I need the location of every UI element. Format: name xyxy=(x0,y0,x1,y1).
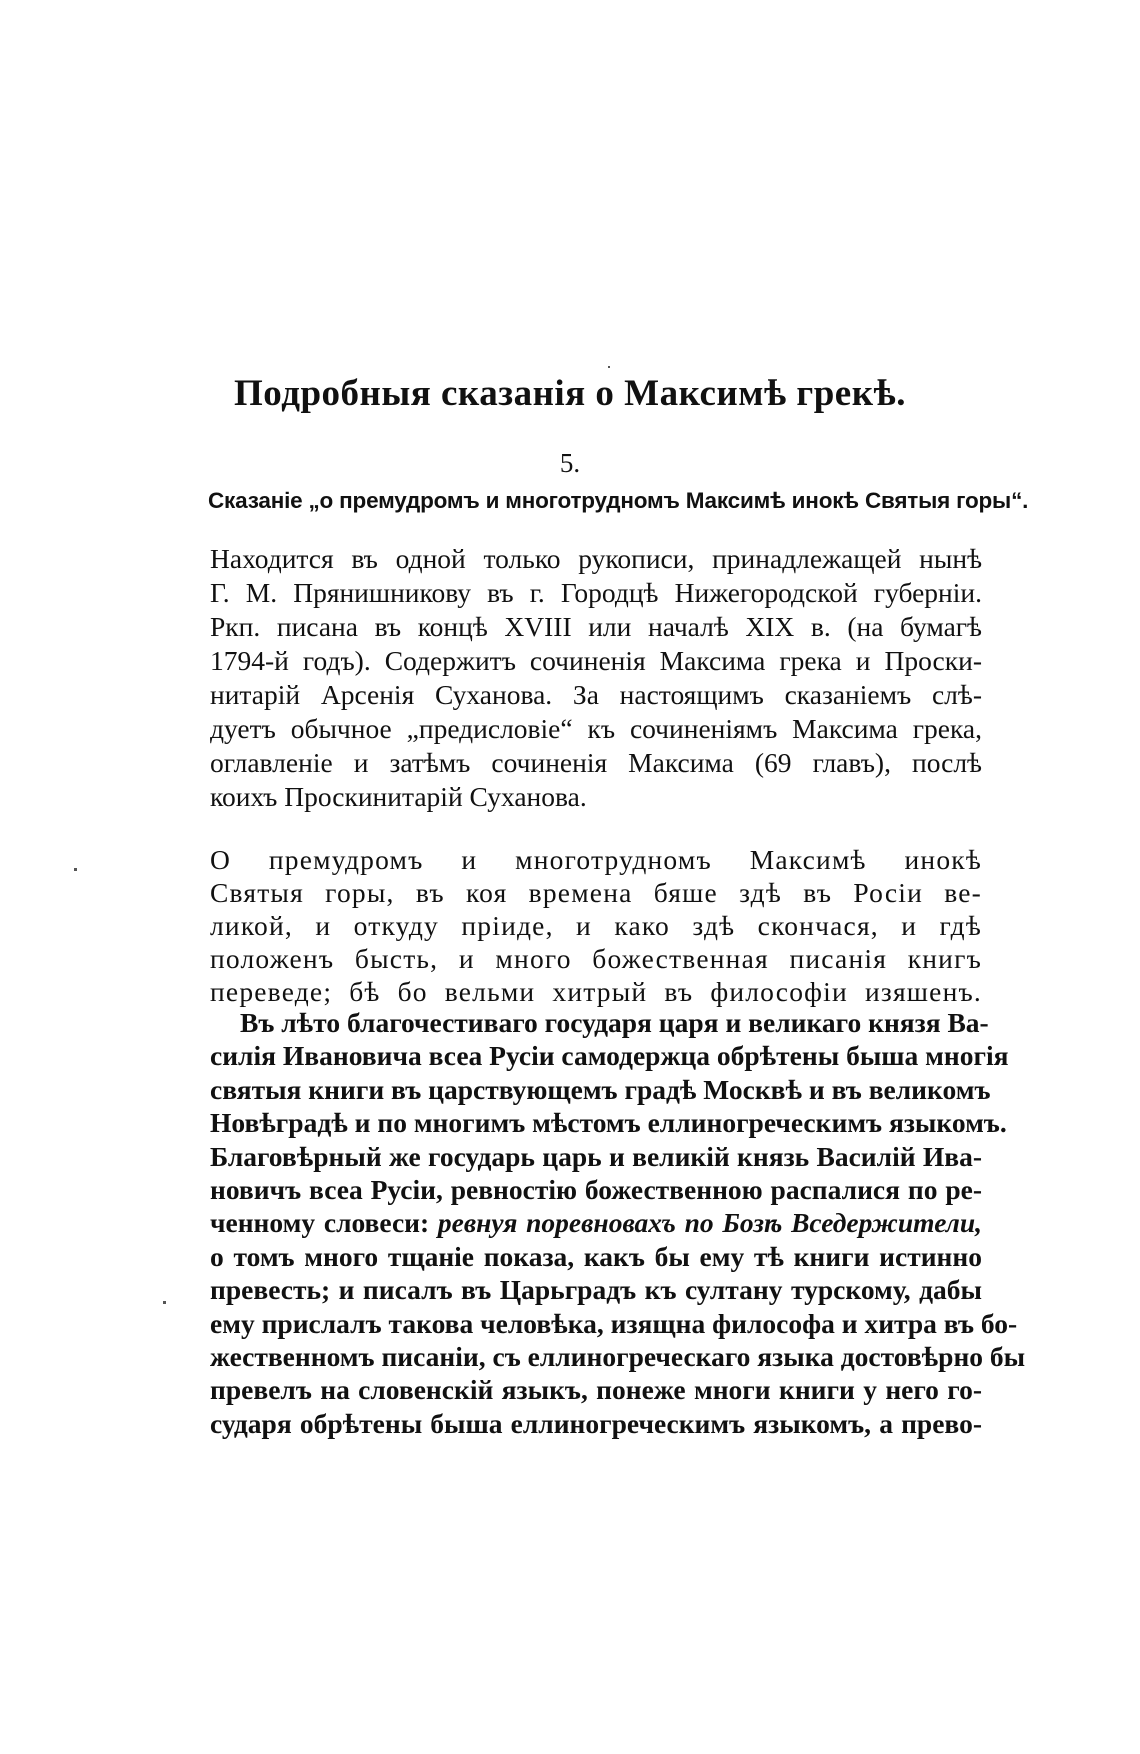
text-line: превесть; и писалъ въ Царьградъ къ султану турскому, дабы xyxy=(210,1274,982,1306)
section-number: 5. xyxy=(559,448,581,478)
text-line: Святыя горы, въ коя времена бяше здѣ въ Росіи ве- xyxy=(210,877,982,908)
text-line: О премудромъ и многотрудномъ Максимѣ инокѣ xyxy=(210,844,982,875)
section-subheading: Сказаніе „о премудромъ и многотрудномъ Максимѣ инокѣ Святыя горы“. xyxy=(208,488,1029,513)
text-line: ему прислалъ такова человѣка, изящна философа и хитра въ бо- xyxy=(210,1307,1018,1339)
italic-quote: ревнуя поревновахъ по Бозѣ Вседержители, xyxy=(437,1207,982,1239)
text-line: Въ лѣто благочестиваго государя царя и великаго князя Ва- xyxy=(240,1007,989,1038)
text-line: Благовѣрный же государь царь и великій князь Василій Ива- xyxy=(210,1140,982,1172)
text-line: Ркп. писана въ концѣ XVIII или началѣ XIX в. (на бумагѣ xyxy=(210,611,982,642)
body-paragraph xyxy=(210,1006,1026,1440)
text-line: 1794-й годъ). Содержитъ сочиненія Максима грека и Проски- xyxy=(210,645,982,676)
text-line: переведе; бѣ бо вельми хитрый въ философіи изяшенъ. xyxy=(210,976,982,1007)
text-line: жественномъ писаніи, съ еллиногреческаго языка достовѣрно бы xyxy=(210,1340,1026,1372)
text-line: силія Ивановича всеа Русіи самодержца обрѣтены быша многія xyxy=(210,1040,1009,1072)
text-line: сударя обрѣтены быша еллиногреческимъ языкомъ, а прево- xyxy=(210,1407,982,1439)
text-line: о томъ много тщаніе показа, какъ бы ему тѣ книги истинно xyxy=(210,1240,982,1272)
text-line: Находится въ одной только рукописи, принадлежащей нынѣ xyxy=(210,543,982,574)
page-title: Подробныя сказанія о Максимѣ грекѣ. xyxy=(234,373,906,414)
text-line: дуетъ обычное „предисловіе“ къ сочиненіямъ Максима грека, xyxy=(210,713,982,744)
scan-speck xyxy=(163,1301,166,1304)
scan-speck xyxy=(608,366,610,368)
text-line: святыя книги въ царствующемъ градѣ Москвѣ и въ великомъ xyxy=(210,1073,991,1105)
text-line: коихъ Проскинитарій Суханова. xyxy=(210,781,587,812)
text-line-with-quote xyxy=(210,1206,982,1239)
incipit-paragraph xyxy=(210,843,982,1008)
text-line: положенъ бысть, и много божественная писанія книгъ xyxy=(210,943,982,974)
text-line: нитарій Арсенія Суханова. За настоящимъ сказаніемъ слѣ- xyxy=(210,679,982,710)
text-line: оглавленіе и затѣмъ сочиненія Максима (69 главъ), послѣ xyxy=(210,747,982,778)
text-line: новичъ всеа Русіи, ревностію божественною распалися по ре- xyxy=(210,1173,982,1205)
text-line: ликой, и откуду пріиде, и како здѣ скончася, и гдѣ xyxy=(210,910,982,941)
scan-speck xyxy=(74,868,77,871)
text-line: превелъ на словенскій языкъ, понеже многи книги у него го- xyxy=(210,1374,982,1406)
text-line: Г. М. Прянишникову въ г. Городцѣ Нижегородской губерніи. xyxy=(210,577,982,608)
text-line: Новѣградѣ и по многимъ мѣстомъ еллиногреческимъ языкомъ. xyxy=(210,1107,1007,1139)
intro-paragraph xyxy=(210,542,982,814)
text-segment: ченному словеси: xyxy=(210,1207,430,1239)
